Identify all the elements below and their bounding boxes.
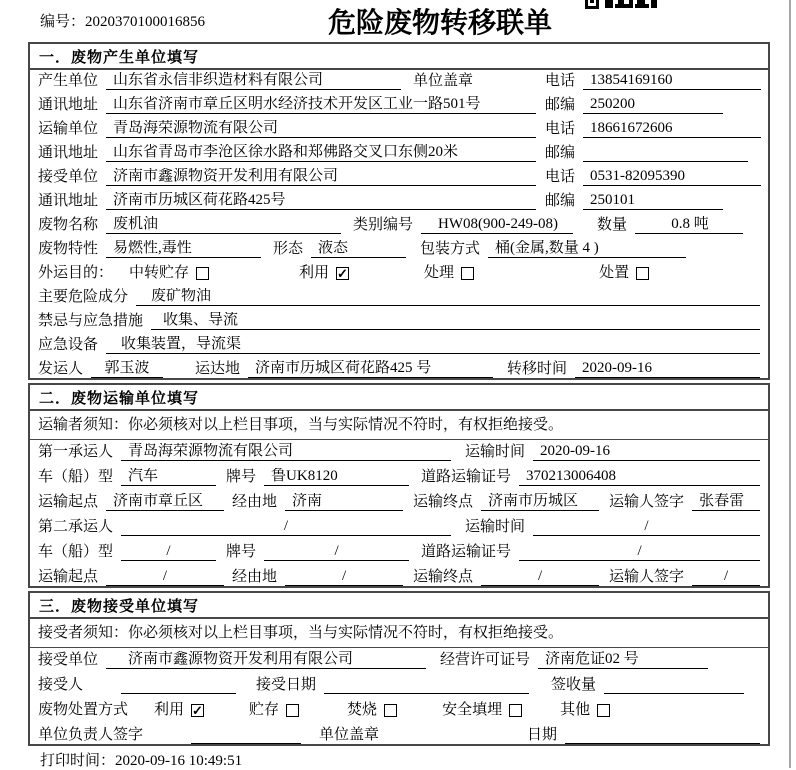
producer-address-label: 通讯地址 xyxy=(38,97,99,113)
receiver-postal-label: 邮编 xyxy=(545,193,576,209)
receiver-unit-label: 接受单位 xyxy=(38,169,99,185)
checkbox-dispose xyxy=(636,267,649,280)
emergency-equipment-label: 应急设备 xyxy=(38,337,99,353)
endpoint-1-value: 济南市历城区 xyxy=(481,493,599,511)
receiving-unit-label: 接受单位 xyxy=(38,652,99,668)
plate-number-2-value: / xyxy=(264,543,409,561)
checkbox-treat xyxy=(461,267,474,280)
producer-unit-value: 山东省永信非织造材料有限公司 xyxy=(106,72,401,90)
transporter-address-label: 通讯地址 xyxy=(38,145,99,161)
via-1-value: 济南 xyxy=(285,493,403,511)
category-code-value: HW08(900-249-08) xyxy=(421,216,573,234)
via-2-value: / xyxy=(285,568,403,586)
producer-phone-value: 13854169160 xyxy=(583,72,761,90)
option-disposal-other-label: 其他 xyxy=(560,702,591,718)
row-producer-address xyxy=(30,94,768,118)
quantity-label: 数量 xyxy=(597,217,628,233)
origin-1-label: 运输起点 xyxy=(38,494,99,510)
plate-number-1-label: 牌号 xyxy=(226,469,257,485)
serial-value: 2020370100016856 xyxy=(85,14,206,30)
section-transport xyxy=(28,383,770,588)
receiver-postal-value: 250101 xyxy=(583,192,723,210)
option-disposal-incinerate xyxy=(347,702,397,719)
origin-1-value: 济南市章丘区 xyxy=(106,493,224,511)
checkbox-utilize xyxy=(336,267,349,280)
consignor-label: 发运人 xyxy=(38,361,84,377)
checkbox-disposal-landfill xyxy=(509,704,522,717)
receiver-person-label: 接受人 xyxy=(38,677,84,693)
serial-label: 编号： xyxy=(40,14,86,30)
carrier-sign-2-value: / xyxy=(692,568,760,586)
receiver-address-value: 济南市历城区荷花路425号 xyxy=(106,192,536,210)
print-time-line xyxy=(40,749,242,770)
vehicle-type-1-label: 车（船）型 xyxy=(38,469,114,485)
row-dispatch xyxy=(30,358,768,382)
destination-value: 济南市历城区荷花路425 号 xyxy=(248,360,493,378)
packaging-value: 桶(金属,数量 4 ) xyxy=(488,240,686,258)
row-first-carrier xyxy=(30,440,768,465)
waste-name-value: 废机油 xyxy=(106,216,341,234)
receiver-notice: 接受者须知：你必须核对以上栏目事项，当与实际情况不符时，有权拒绝接受。 xyxy=(38,624,564,641)
waste-traits-label: 废物特性 xyxy=(38,241,99,257)
option-treat xyxy=(424,265,474,282)
checkbox-disposal-store xyxy=(286,704,299,717)
row-transporter-notice xyxy=(30,411,768,440)
option-utilize xyxy=(299,265,349,282)
first-carrier-value: 青岛海荣源物流有限公司 xyxy=(121,443,451,461)
producer-unit-label: 产生单位 xyxy=(38,73,99,89)
row-disposal-method xyxy=(30,698,768,723)
transporter-postal-label: 邮编 xyxy=(545,145,576,161)
transport-time-1-value: 2020-09-16 xyxy=(533,443,760,461)
carrier-sign-2-label: 运输人签字 xyxy=(609,569,685,585)
option-dispose xyxy=(599,265,649,282)
plate-number-2-label: 牌号 xyxy=(226,544,257,560)
transport-time-2-value: / xyxy=(533,518,760,536)
form-state-value: 液态 xyxy=(311,240,406,258)
producer-address-value: 山东省济南市章丘区明水经济技术开发区工业一路501号 xyxy=(106,96,536,114)
option-disposal-incinerate-label: 焚烧 xyxy=(347,702,378,718)
row-responsible-sign xyxy=(30,723,768,748)
row-second-carrier xyxy=(30,515,768,540)
via-1-label: 经由地 xyxy=(232,494,278,510)
plate-number-1-value: 鲁UK8120 xyxy=(264,468,409,486)
row-emergency-measures xyxy=(30,310,768,334)
row-route-2 xyxy=(30,565,768,590)
company-seal-label: 单位盖章 xyxy=(413,73,474,89)
producer-postal-label: 邮编 xyxy=(545,97,576,113)
transport-time-2-label: 运输时间 xyxy=(465,519,526,535)
transfer-purpose-label: 外运目的： xyxy=(38,265,114,281)
section-transport-title: 二．废物运输单位填写 xyxy=(30,385,768,411)
row-waste-name xyxy=(30,214,768,238)
row-emergency-equipment xyxy=(30,334,768,358)
unit-seal-label: 单位盖章 xyxy=(319,727,380,743)
option-disposal-utilize xyxy=(154,702,204,719)
transport-time-1-label: 运输时间 xyxy=(465,444,526,460)
carrier-sign-1-value: 张春雷 xyxy=(692,493,760,511)
row-vehicle-1 xyxy=(30,465,768,490)
row-producer-unit xyxy=(30,70,768,94)
road-permit-2-value: / xyxy=(519,543,760,561)
sign-date-value xyxy=(565,727,760,744)
road-permit-2-label: 道路运输证号 xyxy=(421,544,512,560)
endpoint-1-label: 运输终点 xyxy=(413,494,474,510)
row-hazard-component xyxy=(30,286,768,310)
row-receiver-unit xyxy=(30,166,768,190)
page-edge-line xyxy=(789,0,791,768)
second-carrier-value: / xyxy=(121,518,451,536)
hazard-component-label: 主要危险成分 xyxy=(38,289,129,305)
quantity-value: 0.8 吨 xyxy=(635,216,743,234)
option-disposal-utilize-label: 利用 xyxy=(154,702,185,718)
received-quantity-value xyxy=(604,677,744,694)
packaging-label: 包装方式 xyxy=(420,241,481,257)
transfer-date-value: 2020-09-16 xyxy=(575,360,760,378)
origin-2-value: / xyxy=(106,568,224,586)
category-code-label: 类别编号 xyxy=(353,217,414,233)
carrier-sign-1-label: 运输人签字 xyxy=(609,494,685,510)
endpoint-2-label: 运输终点 xyxy=(413,569,474,585)
receiver-unit-value: 济南市鑫源物资开发利用有限公司 xyxy=(106,168,536,186)
option-utilize-label: 利用 xyxy=(299,265,330,281)
receiver-phone-label: 电话 xyxy=(545,169,576,185)
producer-phone-label: 电话 xyxy=(545,73,576,89)
transporter-notice: 运输者须知：你必须核对以上栏目事项，当与实际情况不符时，有权拒绝接受。 xyxy=(38,416,564,433)
qr-code-fragment xyxy=(585,0,657,11)
form-state-label: 形态 xyxy=(273,241,304,257)
receiver-phone-value: 0531-82095390 xyxy=(583,168,761,186)
sign-date-label: 日期 xyxy=(527,727,558,743)
origin-2-label: 运输起点 xyxy=(38,569,99,585)
road-permit-1-value: 370213006408 xyxy=(519,468,760,486)
row-receiving-unit xyxy=(30,648,768,673)
emergency-measures-value: 收集、导流 xyxy=(151,312,760,330)
endpoint-2-value: / xyxy=(481,568,599,586)
transporter-address-value: 山东省青岛市李沧区徐水路和郑佛路交叉口东侧20米 xyxy=(106,144,536,162)
via-2-label: 经由地 xyxy=(232,569,278,585)
receive-date-value xyxy=(324,677,529,694)
transporter-phone-label: 电话 xyxy=(545,121,576,137)
section-producer-title: 一．废物产生单位填写 xyxy=(30,44,768,70)
road-permit-1-label: 道路运输证号 xyxy=(421,469,512,485)
transporter-phone-value: 18661672606 xyxy=(583,120,761,138)
receiver-person-value xyxy=(121,677,236,694)
receive-date-label: 接受日期 xyxy=(256,677,317,693)
row-receiver-address xyxy=(30,190,768,214)
option-dispose-label: 处置 xyxy=(599,265,630,281)
section-receive xyxy=(28,591,770,746)
emergency-equipment-value: 收集装置，导流渠 xyxy=(106,336,760,354)
producer-postal-value: 250200 xyxy=(583,96,723,114)
checkbox-disposal-other xyxy=(597,704,610,717)
row-vehicle-2 xyxy=(30,540,768,565)
option-disposal-store-label: 贮存 xyxy=(249,702,280,718)
option-transit-storage xyxy=(129,265,209,282)
transporter-postal-value xyxy=(583,145,748,162)
option-treat-label: 处理 xyxy=(424,265,455,281)
license-number-label: 经营许可证号 xyxy=(440,652,531,668)
waste-name-label: 废物名称 xyxy=(38,217,99,233)
received-quantity-label: 签收量 xyxy=(551,677,597,693)
row-receiver-notice xyxy=(30,619,768,648)
checkbox-disposal-incinerate xyxy=(384,704,397,717)
disposal-method-label: 废物处置方式 xyxy=(38,702,129,718)
receiving-unit-value: 济南市鑫源物资开发利用有限公司 xyxy=(106,651,426,669)
checkbox-transit-storage xyxy=(196,267,209,280)
row-transporter-address xyxy=(30,142,768,166)
option-disposal-other xyxy=(560,702,610,719)
responsible-sign-value xyxy=(191,727,301,744)
row-receiver-person xyxy=(30,673,768,698)
transporter-unit-value: 青岛海荣源物流有限公司 xyxy=(106,120,536,138)
checkbox-disposal-utilize xyxy=(191,704,204,717)
vehicle-type-1-value: 汽车 xyxy=(121,468,216,486)
serial-number-line xyxy=(40,10,205,31)
transfer-date-label: 转移时间 xyxy=(507,361,568,377)
section-receive-title: 三．废物接受单位填写 xyxy=(30,593,768,619)
license-number-value: 济南危证02 号 xyxy=(538,651,708,669)
option-disposal-landfill-label: 安全填埋 xyxy=(442,702,503,718)
row-transfer-purpose xyxy=(30,262,768,286)
waste-traits-value: 易燃性,毒性 xyxy=(106,240,261,258)
section-producer xyxy=(28,42,770,380)
vehicle-type-2-label: 车（船）型 xyxy=(38,544,114,560)
print-time-value: 2020-09-16 10:49:51 xyxy=(115,753,243,769)
option-disposal-store xyxy=(249,702,299,719)
destination-label: 运达地 xyxy=(195,361,241,377)
consignor-value: 郭玉波 xyxy=(91,360,163,378)
vehicle-type-2-value: / xyxy=(121,543,216,561)
emergency-measures-label: 禁忌与应急措施 xyxy=(38,313,144,329)
row-waste-traits xyxy=(30,238,768,262)
print-time-label: 打印时间： xyxy=(40,753,116,769)
receiver-address-label: 通讯地址 xyxy=(38,193,99,209)
transporter-unit-label: 运输单位 xyxy=(38,121,99,137)
option-transit-storage-label: 中转贮存 xyxy=(129,265,190,281)
row-route-1 xyxy=(30,490,768,515)
responsible-sign-label: 单位负责人签字 xyxy=(38,727,144,743)
second-carrier-label: 第二承运人 xyxy=(38,519,114,535)
row-transporter-unit xyxy=(30,118,768,142)
page-title: 危险废物转移联单 xyxy=(328,8,553,39)
option-disposal-landfill xyxy=(442,702,522,719)
hazard-component-value: 废矿物油 xyxy=(136,288,760,306)
first-carrier-label: 第一承运人 xyxy=(38,444,114,460)
